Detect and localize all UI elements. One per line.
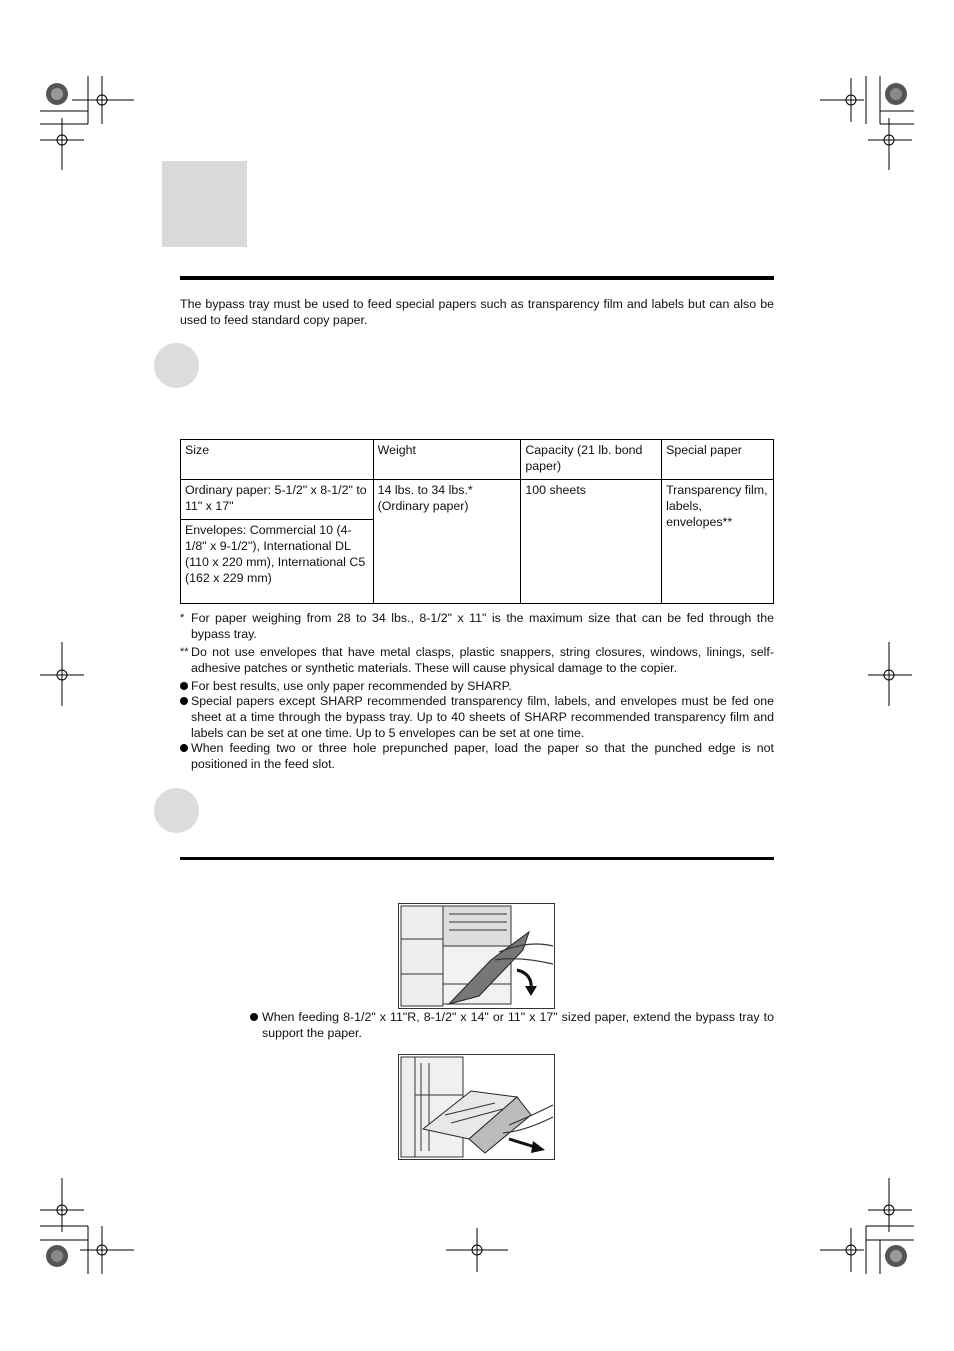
section-circle-2: [154, 788, 199, 833]
header-capacity: Capacity (21 lb. bond paper): [521, 440, 662, 480]
footnote-2: [180, 644, 774, 676]
footnote-1: [180, 610, 774, 642]
intro-paragraph: The bypass tray must be used to feed special papers such as transparency film and labels but can also be used to feed standard copy paper.: [180, 297, 774, 327]
section-rule-bottom: [180, 857, 774, 860]
cell-size-envelopes: Envelopes: Commercial 10 (4-1/8" x 9-1/2"), International DL (110 x 220 mm), International C5 (162 x 229 mm): [181, 520, 374, 604]
table-header-row: [181, 440, 774, 480]
header-special-paper: Special paper: [662, 440, 774, 480]
header-size: Size: [181, 440, 374, 480]
table-row: [181, 480, 774, 520]
extend-tray-bullet: [250, 1009, 774, 1041]
bullet-text: Special papers except SHARP recommended transparency film, labels, and envelopes must be fed one sheet at a time through the bypass tray. Up to 40 sheets of SHARP recommended transparency film and labels can be set at one time. Up to 5 envelopes can be set at one time.: [191, 694, 774, 741]
bypass-tray-open-illustration: [398, 903, 555, 1009]
cell-special-paper: Transparency film, labels, envelopes**: [662, 480, 774, 604]
footnote-2-text: Do not use envelopes that have metal clasps, plastic snappers, string closures, windows, linings, self-adhesive patches or synthetic materials. These will cause physical damage to the copier.: [191, 645, 774, 676]
bullet-item-1: [180, 678, 774, 694]
bullet-dot: [250, 1013, 258, 1021]
cell-size-ordinary: Ordinary paper: 5-1/2" x 8-1/2" to 11" x 17": [181, 480, 374, 520]
section-rule-top: [180, 276, 774, 280]
footnote-2-mark: **: [180, 646, 189, 658]
chapter-tab: [162, 161, 247, 247]
section-circle-1: [154, 343, 199, 388]
bullet-text: When feeding 8-1/2" x 11"R, 8-1/2" x 14" or 11" x 17" sized paper, extend the bypass tray to support the paper.: [262, 1010, 774, 1041]
footnote-1-text: For paper weighing from 28 to 34 lbs., 8-1/2" x 11" is the maximum size that can be fed through the bypass tray.: [191, 611, 774, 642]
header-weight: Weight: [373, 440, 521, 480]
bullet-dot: [180, 744, 188, 752]
bullet-item-2: [180, 693, 774, 742]
bullet-dot: [180, 697, 188, 705]
footnote-1-mark: *: [180, 612, 185, 624]
bypass-spec-table: [180, 439, 774, 604]
cell-capacity: 100 sheets: [521, 480, 662, 604]
bullet-item-3: [180, 740, 774, 772]
bypass-tray-extend-illustration: [398, 1054, 555, 1160]
bullet-text: For best results, use only paper recommended by SHARP.: [191, 679, 512, 693]
cell-weight: 14 lbs. to 34 lbs.* (Ordinary paper): [373, 480, 521, 604]
bullet-text: When feeding two or three hole prepunched paper, load the paper so that the punched edge is not positioned in the feed slot.: [191, 741, 774, 772]
bullet-dot: [180, 682, 188, 690]
